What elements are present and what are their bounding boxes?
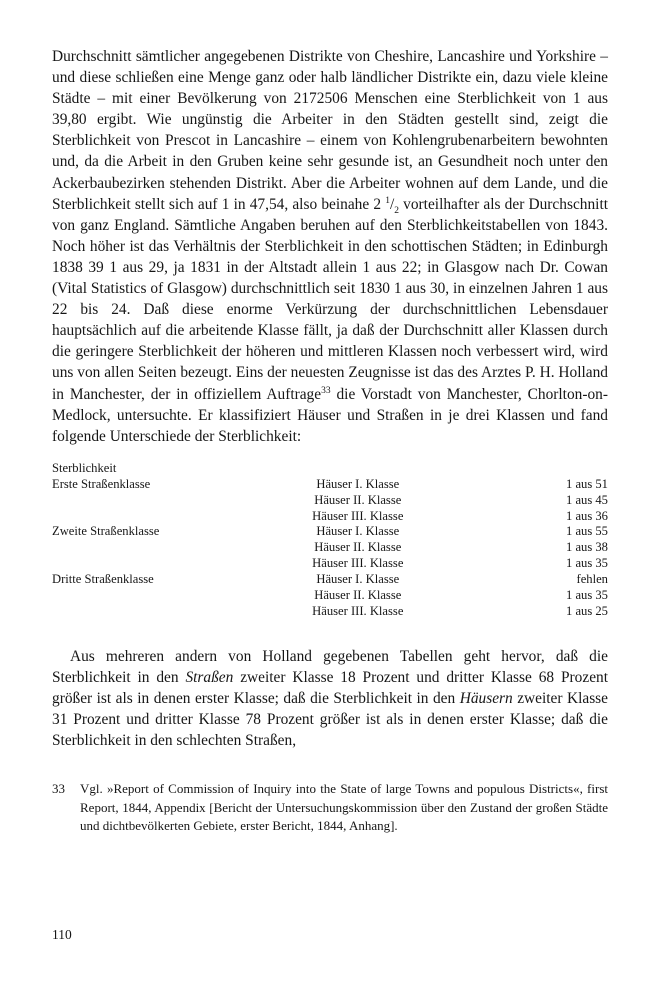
table-row [52, 572, 608, 588]
footnote-number: 33 [52, 781, 65, 797]
para2-text-1: Aus mehreren andern von Holland gegebenen Tabellen geht hervor, daß die Sterblichkeit in den [52, 647, 608, 686]
table-row [52, 556, 608, 572]
house-class-cell: Häuser II. Klasse [314, 588, 402, 603]
house-class-cell: Häuser I. Klasse [316, 572, 400, 587]
table-title: Sterblichkeit [52, 460, 117, 475]
para1-text-start: Durchschnitt sämtlicher angegebenen Distrikte von Cheshire, Lancashire und Yorkshire – und diese schließen eine Menge ganz oder halb ländlicher Distrikte ein, dazu viele kleine Städte – mit einer Bevölkerung von 2172506 Menschen eine Sterblichkeit von 1 aus 39,80 ergibt. Wie ungünstig die Arbeiter in den Städten gestellt sind, zeigt die Sterblichkeit von Prescot in Lancashire – einem von Kohlengrubenarbeitern bewohnten und, da die Arbeit in den Gruben keine sehr gesunde ist, an Gesundheit noch unter den Ackerbaubezirken stehenden Distrikt. Aber die Arbeiter wohnen auf dem Lande, und die Sterblichkeit stellt sich auf 1 in 47,54, also beinahe 2 [52, 48, 608, 213]
street-class-cell [52, 604, 274, 620]
footnote-reference-33: 33 [321, 385, 331, 396]
para2-text-2: zweiter Klasse 18 Prozent und dritter Klasse 68 Prozent größer ist als in denen erster Klasse; daß die Sterblichkeit in den [52, 668, 608, 708]
footnote-33 [52, 780, 608, 835]
mortality-rate-cell: 1 aus 35 [566, 556, 608, 571]
street-class-cell [52, 588, 274, 604]
street-class-cell [52, 509, 274, 525]
house-class-cell: Häuser III. Klasse [312, 508, 404, 523]
para2-text-3: zweiter Klasse 31 Prozent und dritter Klasse 78 Prozent größer ist als in denen erster Klasse; daß die Sterblichkeit in den schlechten Straßen, [52, 690, 609, 750]
table-row [52, 509, 608, 525]
table-row [52, 477, 608, 493]
para2-italic-haeusern: Häusern [459, 690, 513, 708]
fraction-slash: / [389, 195, 395, 213]
table-row [52, 524, 608, 540]
street-class-cell [52, 493, 274, 509]
table-row [52, 493, 608, 509]
mortality-rate-cell: fehlen [576, 572, 608, 587]
house-class-cell: Häuser III. Klasse [312, 556, 404, 571]
street-class-cell [52, 556, 274, 572]
paragraph-1 [52, 46, 608, 447]
para1-text-middle: vorteilhafter als der Durchschnitt von ganz England. Sämtliche Angaben beruhen auf den Sterblichkeitstabellen von 1843. Noch höher ist das Verhältnis der Sterblichkeit in den schottischen Städten; in Edinburgh 1838 39 1 aus 29, ja 1831 in der Altstadt allein 1 aus 22; in Glasgow nach Dr. Cowan (Vital Statistics of Glasgow) durchschnittlich seit 1830 1 aus 30, in einzelnen Jahren 1 aus 22 bis 24. Daß diese enorme Verkürzung der durchschnittlichen Lebensdauer hauptsächlich auf die arbeitende Klasse fällt, ja daß der Durchschnitt aller Klassen durch die geringere Sterblichkeit der höheren und mittleren Klassen noch verbessert wird, wird uns von allen Seiten bezeugt. Eins der neuesten Zeugnisse ist das des Arztes P. H. Holland in Manchester, der in offiziellem Auftrage [52, 195, 608, 403]
para2-italic-strassen: Straßen [185, 668, 234, 686]
mortality-rate-cell: 1 aus 51 [566, 476, 608, 491]
house-class-cell: Häuser II. Klasse [314, 492, 402, 507]
page-number: 110 [52, 927, 72, 942]
mortality-rate-cell: 1 aus 25 [566, 603, 608, 618]
street-class-cell: Zweite Straßenklasse [52, 524, 160, 539]
table-row [52, 604, 608, 620]
fraction-one-half [385, 195, 399, 216]
street-class-cell [52, 540, 274, 556]
table-row [52, 588, 608, 604]
fraction-denominator: 2 [394, 205, 399, 216]
street-class-cell: Dritte Straßenklasse [52, 572, 154, 587]
mortality-rate-cell: 1 aus 45 [566, 492, 608, 507]
para1-text-end: die Vorstadt von Manchester, Chorlton-on-Medlock, untersuchte. Er klassifiziert Häuser und Straßen in je drei Klassen und fand folgende Unterschiede der Sterblichkeit: [52, 385, 608, 445]
house-class-cell: Häuser I. Klasse [316, 524, 400, 539]
mortality-rate-cell: 1 aus 38 [566, 540, 608, 555]
fraction-numerator: 1 [385, 195, 390, 206]
paragraph-2 [52, 646, 608, 751]
house-class-cell: Häuser II. Klasse [314, 540, 402, 555]
house-class-cell: Häuser I. Klasse [316, 476, 400, 491]
house-class-cell: Häuser III. Klasse [312, 603, 404, 618]
street-class-cell: Erste Straßenklasse [52, 476, 151, 491]
mortality-table [52, 461, 608, 620]
mortality-rate-cell: 1 aus 35 [566, 588, 608, 603]
table-row [52, 540, 608, 556]
mortality-rate-cell: 1 aus 55 [566, 524, 608, 539]
footnote-text: Vgl. »Report of Commission of Inquiry into the State of large Towns and populous Districts«, first Report, 1844, Appendix [Bericht der Untersuchungskommission über den Zustand der großen Städte und dichtbevölkerten Gebiete, erster Bericht, 1844, Anhang]. [80, 781, 608, 834]
mortality-rate-cell: 1 aus 36 [566, 508, 608, 523]
